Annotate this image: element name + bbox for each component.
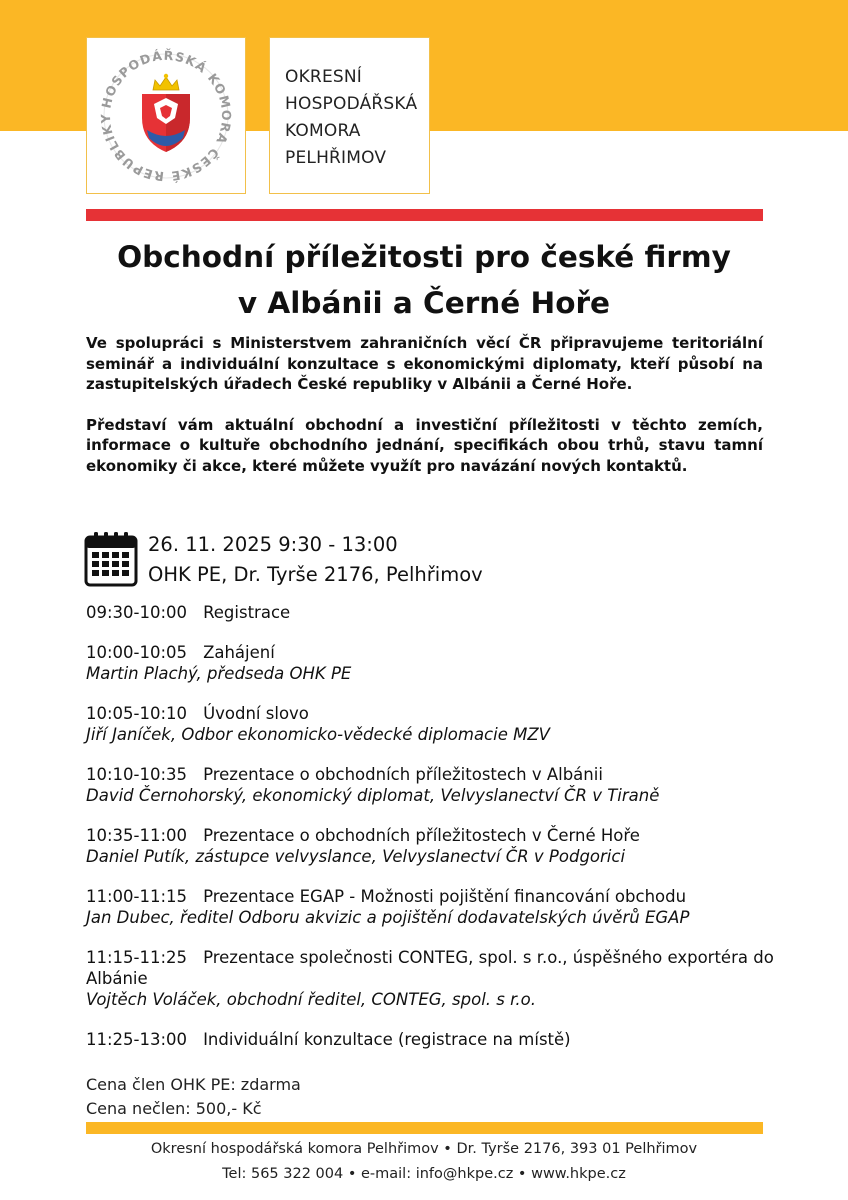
program-title: Zahájení [203, 643, 275, 662]
program-speaker: Vojtěch Voláček, obchodní ředitel, CONTEG, spol. s r.o. [86, 990, 536, 1009]
title-line-1: Obchodní příležitosti pro české firmy [117, 240, 731, 274]
program-title: Prezentace společnosti CONTEG, spol. s r.o., úspěšného exportéra do Albánie [86, 948, 774, 988]
chamber-logo [86, 37, 246, 194]
program-title: Prezentace o obchodních příležitostech v Černé Hoře [203, 826, 640, 845]
program-item [86, 602, 776, 623]
program-item [86, 886, 776, 928]
event-datetime: 26. 11. 2025 9:30 - 13:00 [148, 533, 398, 556]
chamber-emblem [87, 38, 245, 193]
price-non-member: Cena nečlen: 500,- Kč [86, 1099, 262, 1118]
calendar-icon [84, 531, 138, 587]
program-item [86, 764, 776, 806]
program-list [86, 602, 776, 1069]
program-time: 11:25-13:00 [86, 1030, 188, 1049]
program-time: 11:15-11:25 [86, 948, 188, 967]
program-time: 10:00-10:05 [86, 643, 188, 662]
program-title: Prezentace EGAP - Možnosti pojištění financování obchodu [203, 887, 687, 906]
program-item [86, 642, 776, 684]
program-speaker: Daniel Putík, zástupce velvyslance, Velvyslanectví ČR v Podgorici [86, 847, 626, 866]
event-place: OHK PE, Dr. Tyrše 2176, Pelhřimov [148, 563, 483, 586]
program-time: 10:10-10:35 [86, 765, 188, 784]
program-item [86, 947, 776, 1010]
program-title: Registrace [203, 603, 291, 622]
price-info [86, 1073, 301, 1121]
program-time: 11:00-11:15 [86, 887, 188, 906]
program-time: 09:30-10:00 [86, 603, 188, 622]
title-line-2: v Albánii a Černé Hoře [237, 286, 611, 320]
program-speaker: Jan Dubec, ředitel Odboru akvizic a pojištění dodavatelských úvěrů EGAP [86, 908, 690, 927]
divider-yellow [86, 1122, 763, 1134]
program-time: 10:35-11:00 [86, 826, 188, 845]
footer-contact: Tel: 565 322 004 • e-mail: info@hkpe.cz • www.hkpe.cz [222, 1166, 626, 1182]
price-member: Cena člen OHK PE: zdarma [86, 1075, 301, 1094]
organization-name: OKRESNÍ HOSPODÁŘSKÁ KOMORA PELHŘIMOV [285, 67, 418, 168]
program-title: Individuální konzultace (registrace na místě) [203, 1030, 571, 1049]
intro-text [86, 333, 763, 496]
program-speaker: David Černohorský, ekonomický diplomat, Velvyslanectví ČR v Tiraně [86, 786, 660, 805]
program-title: Prezentace o obchodních příležitostech v Albánii [203, 765, 603, 784]
program-speaker: Jiří Janíček, Odbor ekonomicko-vědecké diplomacie MZV [86, 725, 550, 744]
organization-box [269, 37, 430, 194]
program-speaker: Martin Plachý, předseda OHK PE [86, 664, 352, 683]
program-item [86, 825, 776, 867]
intro-paragraph-2: Představí vám aktuální obchodní a investiční příležitosti v těchto zemích, informace o kultuře obchodního jednání, specifikách obou trhů, stavu tamní ekonomiky či akce, které můžete využít pro navázání nových kontaktů. [86, 415, 763, 475]
program-title: Úvodní slovo [203, 704, 309, 723]
footer-address: Okresní hospodářská komora Pelhřimov • Dr. Tyrše 2176, 393 01 Pelhřimov [150, 1141, 698, 1157]
program-time: 10:05-10:10 [86, 704, 188, 723]
program-item [86, 1029, 776, 1050]
footer [0, 1137, 848, 1187]
logo-ring-text: HOSPODÁŘSKÁ KOMORA ČESKÉ REPUBLIKY [97, 47, 235, 185]
intro-paragraph-1: Ve spolupráci s Ministerstvem zahraničních věcí ČR připravujeme teritoriální seminář a individuální konzultace s ekonomickými diplomaty, kteří působí na zastupitelských úřadech České republiky v Albánii a Černé Hoře. [86, 334, 763, 393]
divider-red [86, 209, 763, 221]
program-item [86, 703, 776, 745]
page-title [60, 234, 788, 326]
